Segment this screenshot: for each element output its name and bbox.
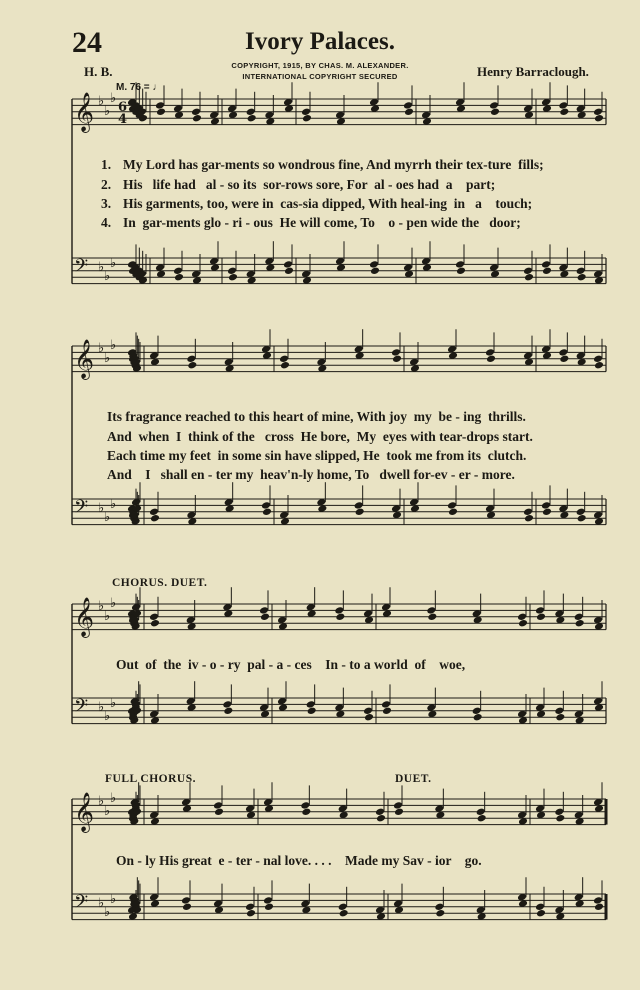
note-head (181, 896, 191, 905)
verse-1-line-a (101, 156, 544, 174)
verse-3-line-a (101, 195, 532, 213)
flat-sign-icon: ♭ (98, 700, 105, 715)
note-head (301, 808, 311, 817)
note-head (246, 909, 256, 918)
flat-sign-icon: ♭ (98, 341, 105, 356)
time-signature: 4 (118, 112, 128, 127)
verse-number: 3. (101, 196, 112, 211)
note-head (363, 707, 373, 716)
note-head (263, 896, 273, 905)
flat-sign-icon: ♭ (104, 804, 111, 819)
note-head (486, 355, 496, 364)
note-head (391, 348, 401, 357)
note-head (300, 801, 310, 810)
note-head (149, 613, 159, 622)
note-head (403, 101, 413, 110)
flat-sign-icon: ♭ (104, 609, 111, 624)
note-head (223, 707, 233, 716)
note-head (339, 909, 349, 918)
flat-sign-icon: ♭ (110, 91, 117, 106)
note-head (555, 814, 565, 823)
note-head (535, 606, 545, 615)
note-head (381, 700, 391, 709)
verse-text: His life had al - so its sor-rows sore, For al - oes had a part; (123, 177, 496, 192)
treble-clef-icon: 𝄞 (74, 792, 95, 832)
verse-text: My Lord has gar-ments so wondrous fine, And myrrh their tex-ture fills; (123, 157, 544, 172)
time-signature: 6 (118, 100, 128, 115)
lyricist-credit: H. B. (84, 64, 113, 79)
note-head (594, 114, 604, 123)
verse-1-line-b: Its fragrance reached to this heart of mine, With joy my be - ing thrills. (107, 409, 526, 424)
flat-sign-icon: ♭ (98, 794, 105, 809)
flat-sign-icon: ♭ (104, 104, 111, 119)
note-head (558, 348, 568, 357)
flat-sign-icon: ♭ (110, 791, 117, 806)
verse-number: 2. (101, 177, 112, 192)
flat-sign-icon: ♭ (110, 338, 117, 353)
note-head (477, 814, 487, 823)
note-head (174, 273, 184, 282)
treble-clef-icon: 𝄞 (74, 597, 95, 637)
note-head (306, 700, 316, 709)
note-head (524, 273, 534, 282)
note-head (404, 108, 414, 117)
flat-sign-icon: ♭ (98, 896, 105, 911)
note-head (186, 355, 196, 364)
note-head (338, 903, 348, 912)
note-head (149, 508, 159, 517)
treble-clef-icon: 𝄞 (74, 339, 95, 379)
note-head (536, 613, 546, 622)
note-head (302, 114, 312, 123)
verse-2-line-a (101, 176, 495, 194)
treble-clef-icon: 𝄞 (74, 92, 95, 132)
note-head (370, 267, 380, 276)
hymn-title: Ivory Palaces. (245, 28, 395, 55)
note-head (301, 108, 311, 117)
verse-number: 1. (101, 157, 112, 172)
verse-number: 4. (101, 215, 112, 230)
note-head (523, 508, 533, 517)
note-head (335, 613, 345, 622)
note-head (355, 508, 365, 517)
note-head (535, 903, 545, 912)
flat-sign-icon: ♭ (104, 269, 111, 284)
verse-text: In gar-ments glo - ri - ous He will come, To o - pen wide the door; (123, 215, 521, 230)
flat-sign-icon: ♭ (110, 892, 117, 907)
note-head (261, 501, 271, 510)
note-head (517, 613, 527, 622)
note-head (536, 909, 546, 918)
note-head (182, 903, 192, 912)
note-head (473, 713, 483, 722)
bass-clef-icon: 𝄢 (74, 892, 89, 917)
note-head (392, 355, 402, 364)
note-head (542, 267, 552, 276)
note-head (559, 108, 569, 117)
note-head (376, 814, 386, 823)
note-head (541, 260, 551, 269)
flat-sign-icon: ♭ (98, 501, 105, 516)
flat-sign-icon: ♭ (98, 94, 105, 109)
note-head (334, 606, 344, 615)
bass-clef-icon: 𝄢 (74, 696, 89, 721)
note-head (394, 808, 404, 817)
verse-4-line-b: And I shall en - ter my heav'n-ly home, To dwell for-ev - er - more. (107, 467, 515, 482)
note-head (574, 613, 584, 622)
composer-credit: Henry Barraclough. (477, 64, 589, 79)
copyright-line-1: COPYRIGHT, 1915, BY CHAS. M. ALEXANDER. (231, 61, 409, 70)
note-head (558, 101, 568, 110)
note-head (489, 101, 499, 110)
flat-sign-icon: ♭ (98, 260, 105, 275)
note-head (156, 108, 166, 117)
flat-sign-icon: ♭ (98, 599, 105, 614)
note-head (246, 108, 256, 117)
note-head (214, 808, 224, 817)
note-head (554, 808, 564, 817)
note-head (593, 896, 603, 905)
note-head (393, 801, 403, 810)
note-head (485, 348, 495, 357)
note-head (191, 108, 201, 117)
note-head (283, 260, 293, 269)
note-head (555, 713, 565, 722)
flat-sign-icon: ♭ (104, 905, 111, 920)
chorus-duet-label: CHORUS. DUET. (112, 577, 208, 589)
note-head (447, 501, 457, 510)
note-head (427, 613, 437, 622)
note-head (577, 514, 587, 523)
note-head (155, 101, 165, 110)
note-head (382, 707, 392, 716)
note-head (518, 619, 528, 628)
verse-2-line-b: And when I think of the cross He bore, My eyes with tear-drops start. (107, 429, 533, 444)
note-head (228, 273, 238, 282)
verse-text: His garments, too, were in cas-sia dipped, With heal-ing in a touch; (123, 196, 533, 211)
note-head (227, 267, 237, 276)
full-chorus-lyrics: On - ly His great e - ter - nal love. . . . Made my Sav - ior go. (116, 853, 482, 868)
full-chorus-label: FULL CHORUS. (105, 773, 196, 785)
note-head (542, 508, 552, 517)
chorus-lyrics: Out of the iv - o - ry pal - a - ces In - to a world of woe, (116, 657, 466, 672)
note-head (524, 514, 534, 523)
note-head (576, 267, 586, 276)
note-head (280, 361, 290, 370)
flat-sign-icon: ♭ (104, 351, 111, 366)
flat-sign-icon: ♭ (110, 256, 117, 271)
bass-clef-icon: 𝄢 (74, 256, 89, 281)
flat-sign-icon: ♭ (110, 596, 117, 611)
note-head (369, 260, 379, 269)
note-head (575, 619, 585, 628)
verse-4-line-a (101, 214, 521, 232)
note-head (150, 514, 160, 523)
note-head (284, 267, 294, 276)
note-head (192, 114, 202, 123)
note-head (247, 114, 257, 123)
note-head (434, 903, 444, 912)
note-head (245, 903, 255, 912)
note-head (554, 707, 564, 716)
note-head (264, 903, 274, 912)
note-head (448, 508, 458, 517)
note-head (577, 273, 587, 282)
note-head (222, 700, 232, 709)
note-head (435, 909, 445, 918)
note-head (476, 808, 486, 817)
note-head (456, 267, 466, 276)
note-head (576, 508, 586, 517)
note-head (490, 108, 500, 117)
note-head (364, 713, 374, 722)
note-head (262, 508, 272, 517)
copyright-line-2: INTERNATIONAL COPYRIGHT SECURED (242, 72, 398, 81)
note-head (455, 260, 465, 269)
note-head (187, 361, 197, 370)
note-head (173, 267, 183, 276)
note-head (523, 267, 533, 276)
note-head (150, 619, 160, 628)
note-head (594, 361, 604, 370)
note-head (472, 707, 482, 716)
bass-clef-icon: 𝄢 (74, 497, 89, 522)
note-head (260, 613, 270, 622)
duet-label: DUET. (395, 773, 432, 785)
note-head (213, 801, 223, 810)
page-number: 24 (72, 26, 102, 59)
note-head (307, 707, 317, 716)
note-head (279, 355, 289, 364)
flat-sign-icon: ♭ (110, 497, 117, 512)
note-head (593, 355, 603, 364)
verse-3-line-b: Each time my feet in some sin have slipped, He took me from its clutch. (107, 448, 527, 463)
note-head (426, 606, 436, 615)
note-head (259, 606, 269, 615)
flat-sign-icon: ♭ (104, 510, 111, 525)
note-head (354, 501, 364, 510)
note-head (559, 355, 569, 364)
flat-sign-icon: ♭ (110, 696, 117, 711)
note-head (594, 903, 604, 912)
note-head (375, 808, 385, 817)
tempo-marking: M. 76 = ♩ (116, 82, 163, 93)
note-head (541, 501, 551, 510)
note-head (593, 108, 603, 117)
flat-sign-icon: ♭ (104, 709, 111, 724)
